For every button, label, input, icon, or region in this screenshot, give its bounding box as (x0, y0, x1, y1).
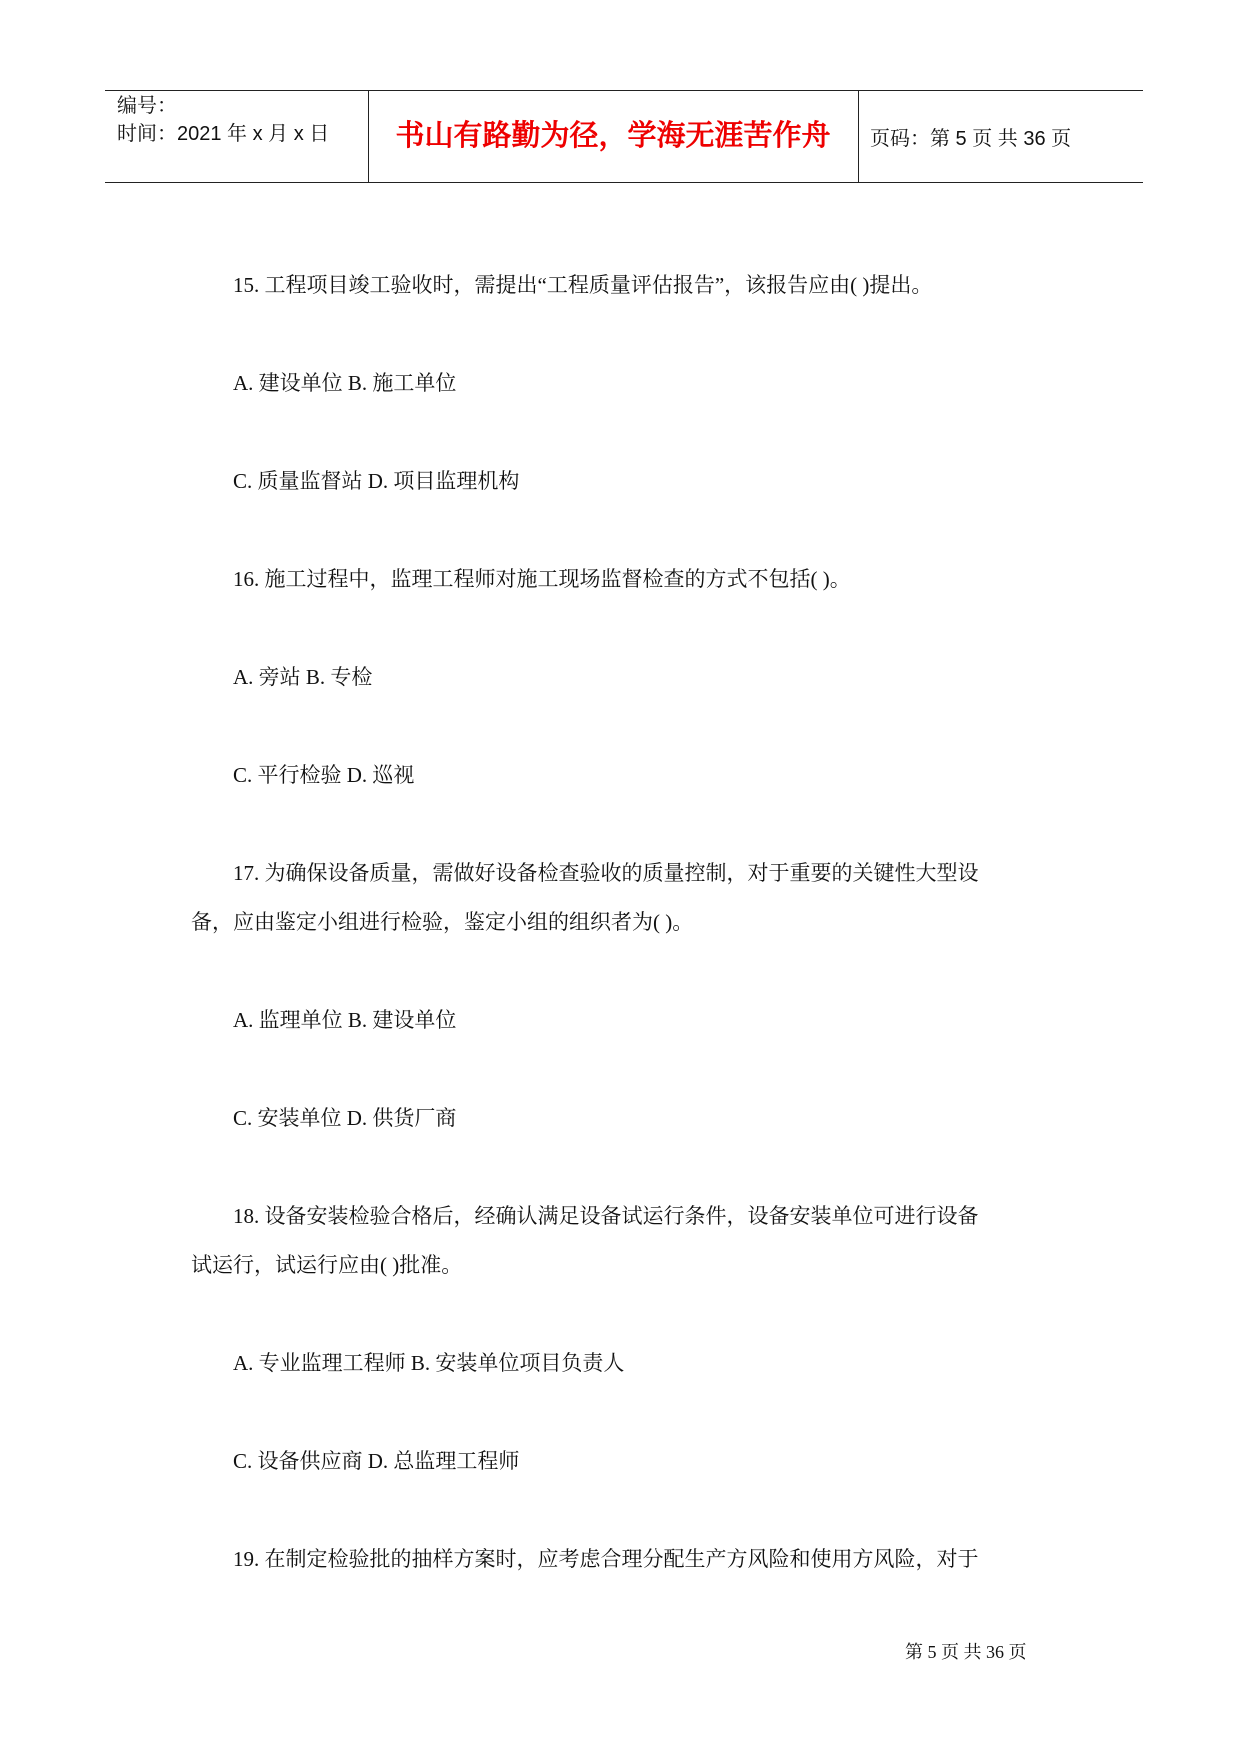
header-motto: 书山有路勤为径，学海无涯苦作舟 (395, 120, 831, 152)
header-divider (858, 91, 859, 182)
question-stem-continued: 备，应由鉴定小组进行检验，鉴定小组的组织者为( )。 (191, 910, 694, 934)
question-options: A. 专业监理工程师 B. 安装单位项目负责人 (233, 1351, 625, 1375)
question-options: C. 平行检验 D. 巡视 (233, 763, 415, 787)
question-options: C. 安装单位 D. 供货厂商 (233, 1106, 457, 1130)
time-label: 时间：2021 年 x 月 x 日 (117, 123, 330, 145)
serial-number-label: 编号： (117, 95, 177, 117)
question-stem: 17. 为确保设备质量，需做好设备检查验收的质量控制，对于重要的关键性大型设 (233, 861, 979, 885)
question-stem: 19. 在制定检验批的抽样方案时，应考虑合理分配生产方风险和使用方风险，对于 (233, 1547, 979, 1571)
question-stem: 18. 设备安装检验合格后，经确认满足设备试运行条件，设备安装单位可进行设备 (233, 1204, 979, 1228)
question-options: C. 设备供应商 D. 总监理工程师 (233, 1449, 520, 1473)
question-stem: 15. 工程项目竣工验收时，需提出“工程质量评估报告”，该报告应由( )提出。 (233, 273, 933, 297)
question-stem-continued: 试运行，试运行应由( )批准。 (191, 1253, 463, 1277)
question-options: C. 质量监督站 D. 项目监理机构 (233, 469, 520, 493)
question-stem: 16. 施工过程中，监理工程师对施工现场监督检查的方式不包括( )。 (233, 567, 851, 591)
page-header-table (105, 90, 1143, 183)
question-options: A. 监理单位 B. 建设单位 (233, 1008, 457, 1032)
header-page-info: 页码：第 5 页 共 36 页 (870, 128, 1072, 150)
question-options: A. 建设单位 B. 施工单位 (233, 371, 457, 395)
page-footer: 第 5 页 共 36 页 (905, 1642, 1027, 1662)
question-options: A. 旁站 B. 专检 (233, 665, 373, 689)
